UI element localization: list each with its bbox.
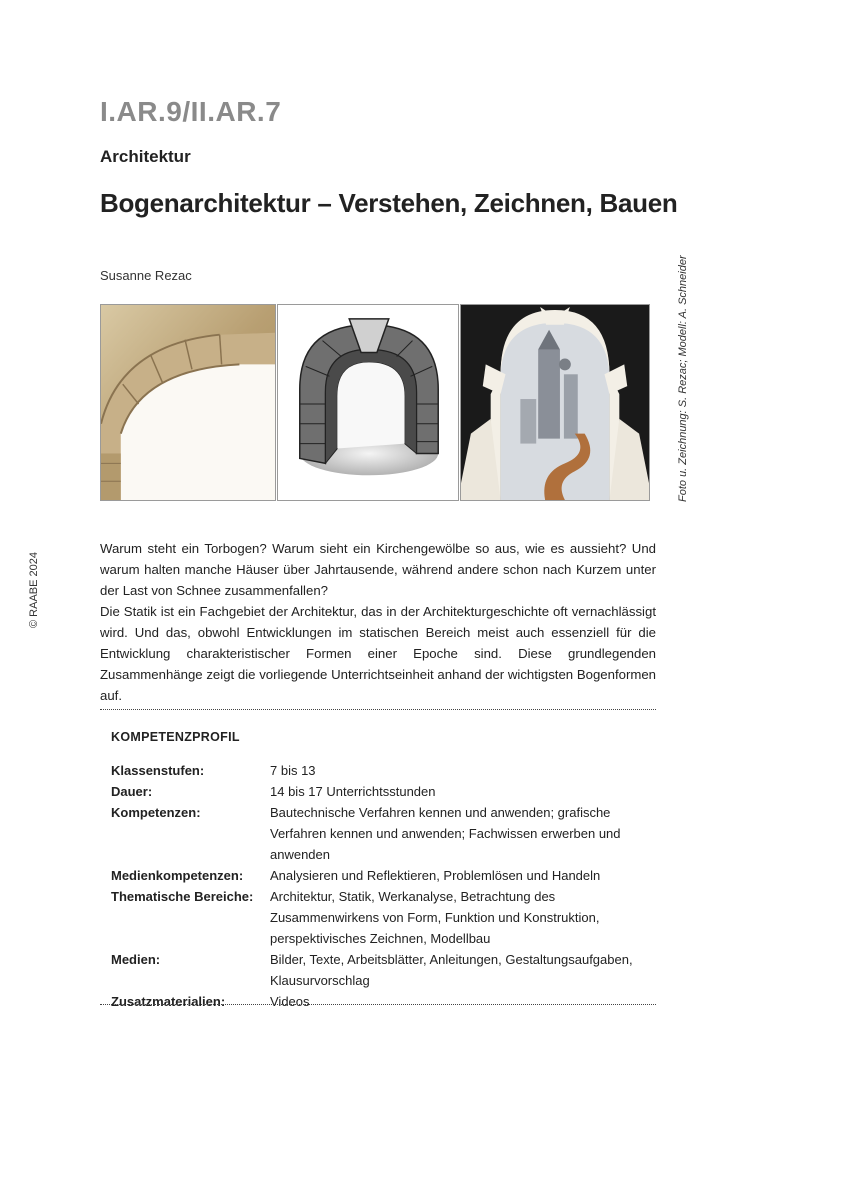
table-row xyxy=(111,949,656,991)
intro-paragraph: Die Statik ist ein Fachgebiet der Architektur, das in der Architekturgeschichte oft vernachlässigt wird. Und das, obwohl Entwicklungen im statischen Bereich meist auch essenziell für die Entwicklung charakteristischer Formen einer Epoche sind. Diese grundlegenden Zusammenhänge zeigt die vorliegende Unterrichtseinheit anhand der wichtigsten Bogenformen auf. xyxy=(100,604,656,703)
divider-top xyxy=(100,709,656,710)
row-value: Bautechnische Verfahren kennen und anwenden; grafische Verfahren kennen und anwenden; Fachwissen erwerben und anwenden xyxy=(270,805,621,862)
table-row xyxy=(111,760,656,781)
subject-heading: Architektur xyxy=(100,147,191,166)
stone-arch-photo xyxy=(100,304,276,501)
row-value: Architektur, Statik, Werkanalyse, Betrachtung des Zusammenwirkens von Form, Funktion und Konstruktion, perspektivisches Zeichnen, Modellbau xyxy=(270,889,600,946)
author-name: Susanne Rezac xyxy=(100,268,192,283)
page-title: Bogenarchitektur – Verstehen, Zeichnen, Bauen xyxy=(100,188,678,218)
competence-table xyxy=(111,760,656,1012)
row-label: Kompetenzen: xyxy=(111,805,201,820)
arch-model-photo xyxy=(460,304,650,501)
row-label: Thematische Bereiche: xyxy=(111,889,254,904)
table-row xyxy=(111,865,656,886)
row-label: Zusatzmaterialien: xyxy=(111,994,226,1009)
competence-heading: KOMPETENZPROFIL xyxy=(111,730,240,744)
intro-paragraph: Warum steht ein Torbogen? Warum sieht ein Kirchengewölbe so aus, wie es aussieht? Und warum halten manche Häuser über Jahrtausende, während andere schon nach Kurzem unter der Last von Schnee zusammenfallen? xyxy=(100,541,656,598)
table-row xyxy=(111,886,656,949)
row-value: Videos xyxy=(270,994,310,1009)
divider-bottom xyxy=(100,1004,656,1005)
row-value: Analysieren und Reflektieren, Problemlösen und Handeln xyxy=(270,868,601,883)
row-label: Medienkompetenzen: xyxy=(111,868,244,883)
row-label: Dauer: xyxy=(111,784,153,799)
arch-drawing xyxy=(277,304,459,501)
document-code: I.AR.9/II.AR.7 xyxy=(100,96,282,127)
table-row xyxy=(111,991,656,1012)
row-value: Bilder, Texte, Arbeitsblätter, Anleitungen, Gestaltungsaufgaben, Klausurvorschlag xyxy=(270,952,633,988)
copyright-note: © RAABE 2024 xyxy=(28,552,40,628)
row-value: 7 bis 13 xyxy=(270,763,316,778)
image-credit: Foto u. Zeichnung: S. Rezac; Modell: A. Schneider xyxy=(677,255,689,502)
row-label: Medien: xyxy=(111,952,161,967)
table-row xyxy=(111,802,656,865)
intro-text xyxy=(100,538,656,706)
table-row xyxy=(111,781,656,802)
row-value: 14 bis 17 Unterrichtsstunden xyxy=(270,784,436,799)
row-label: Klassenstufen: xyxy=(111,763,205,778)
